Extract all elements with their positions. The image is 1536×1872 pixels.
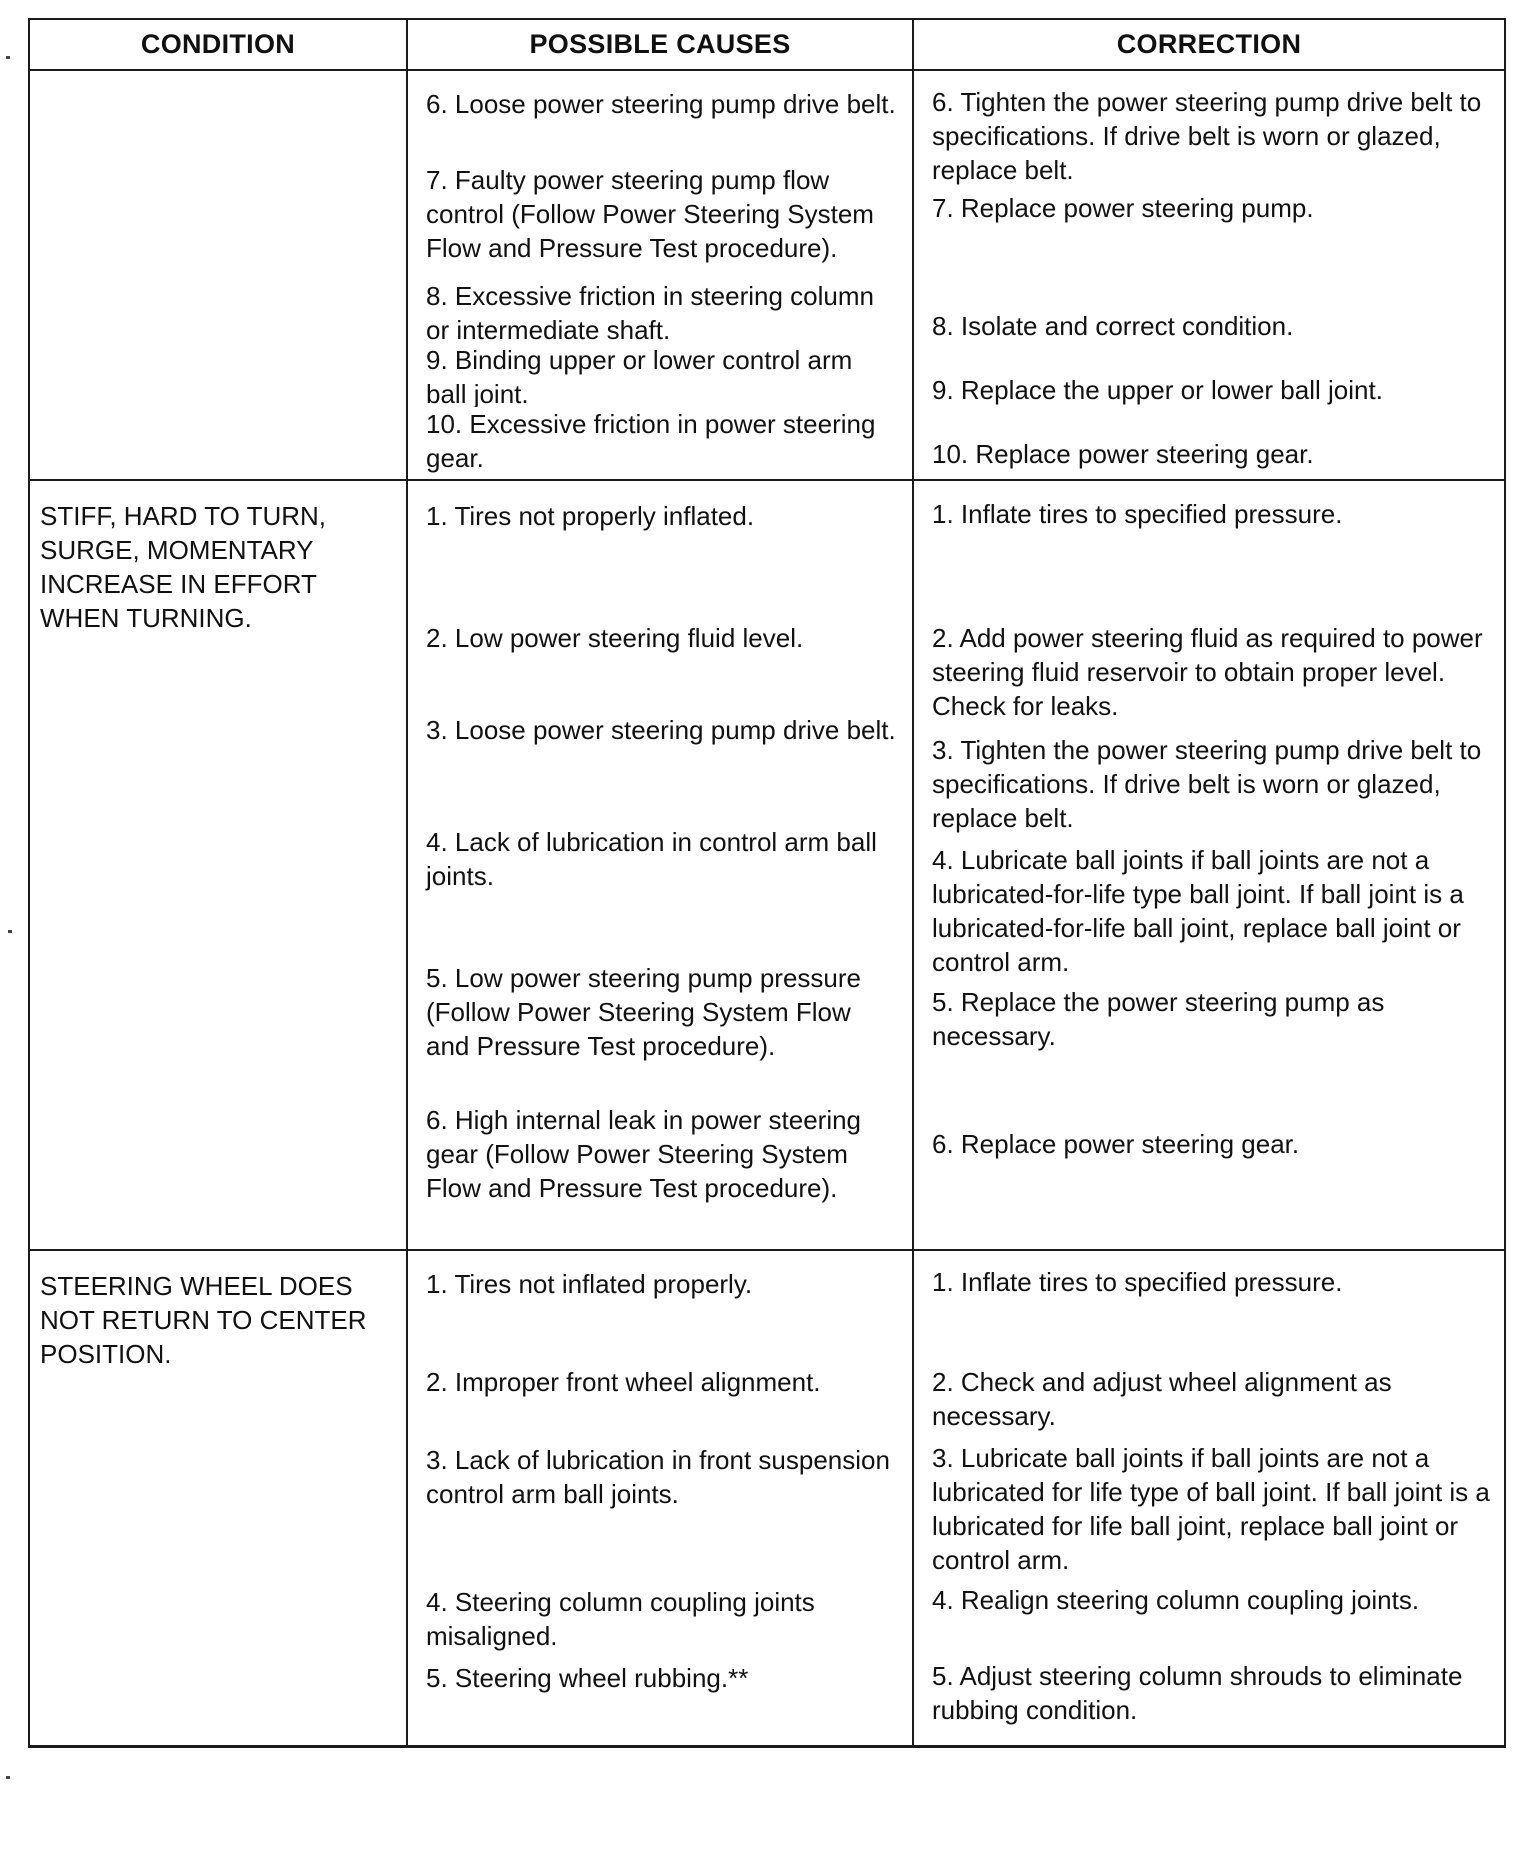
condition-cell — [29, 1250, 407, 1747]
correction-item: 4. Realign steering column coupling joints. — [932, 1585, 1420, 1615]
cause-item: 7. Faulty power steering pump flow control (Follow Power Steering System Flow and Pressure Test procedure). — [426, 165, 874, 263]
cause-item: 9. Binding upper or lower control arm ball joint. — [426, 345, 853, 407]
cause-item: 5. Low power steering pump pressure (Follow Power Steering System Flow and Pressure Test procedure). — [426, 963, 862, 1061]
causes-cell — [407, 480, 913, 1250]
cause-item: 6. Loose power steering pump drive belt. — [426, 89, 896, 119]
cause-item: 10. Excessive friction in power steering gear. — [426, 409, 876, 473]
correction-item: 6. Replace power steering gear. — [932, 1129, 1300, 1159]
cause-item: 3. Loose power steering pump drive belt. — [426, 715, 896, 745]
table-row-group — [29, 480, 1505, 1250]
condition-cell — [29, 70, 407, 480]
correction-cell — [913, 70, 1505, 480]
condition-text: STIFF, HARD TO TURN, SURGE, MOMENTARY INCREASE IN EFFORT WHEN TURNING. — [40, 501, 327, 633]
cause-item: 4. Lack of lubrication in control arm ball joints. — [426, 827, 877, 891]
scan-speck — [8, 930, 12, 933]
cause-item: 3. Lack of lubrication in front suspension control arm ball joints. — [426, 1445, 890, 1509]
correction-item: 6. Tighten the power steering pump drive belt to specifications. If drive belt is worn or glazed, replace belt. — [932, 87, 1482, 185]
causes-cell — [407, 70, 913, 480]
condition-text — [30, 71, 406, 91]
cause-item: 4. Steering column coupling joints misaligned. — [426, 1587, 815, 1651]
correction-cell — [913, 480, 1505, 1250]
header-possible-causes: POSSIBLE CAUSES — [407, 19, 913, 70]
header-condition: CONDITION — [29, 19, 407, 70]
correction-item: 10. Replace power steering gear. — [932, 439, 1314, 469]
header-correction: CORRECTION — [913, 19, 1505, 70]
cause-item: 2. Improper front wheel alignment. — [426, 1367, 821, 1397]
diagnosis-table — [28, 18, 1506, 1748]
correction-item: 7. Replace power steering pump. — [932, 193, 1314, 223]
cause-item: 1. Tires not properly inflated. — [426, 501, 755, 531]
correction-item: 2. Add power steering fluid as required to power steering fluid reservoir to obtain proper level. Check for leaks. — [932, 623, 1483, 721]
cause-item: 1. Tires not inflated properly. — [426, 1269, 753, 1299]
cause-item: 5. Steering wheel rubbing.** — [426, 1663, 749, 1693]
table-row-group — [29, 1250, 1505, 1747]
correction-item: 1. Inflate tires to specified pressure. — [932, 1267, 1343, 1297]
table-header-row — [29, 19, 1505, 70]
scan-speck — [6, 1776, 10, 1779]
cause-item: 8. Excessive friction in steering column or intermediate shaft. — [426, 281, 874, 343]
scan-speck — [6, 56, 10, 59]
correction-item: 2. Check and adjust wheel alignment as necessary. — [932, 1367, 1392, 1431]
correction-cell — [913, 1250, 1505, 1747]
correction-item: 3. Tighten the power steering pump drive belt to specifications. If drive belt is worn or glazed, replace belt. — [932, 735, 1482, 833]
cause-item: 2. Low power steering fluid level. — [426, 623, 804, 653]
correction-item: 8. Isolate and correct condition. — [932, 311, 1294, 341]
causes-cell — [407, 1250, 913, 1747]
correction-item: 5. Adjust steering column shrouds to eliminate rubbing condition. — [932, 1661, 1463, 1725]
correction-item: 5. Replace the power steering pump as necessary. — [932, 987, 1385, 1051]
correction-item: 9. Replace the upper or lower ball joint. — [932, 375, 1383, 405]
correction-item: 3. Lubricate ball joints if ball joints are not a lubricated for life type of ball joint. If ball joint is a lubricated for life ball joint, replace ball joint or control arm. — [932, 1443, 1490, 1575]
correction-item: 1. Inflate tires to specified pressure. — [932, 499, 1343, 529]
table-row-group — [29, 70, 1505, 480]
condition-cell — [29, 480, 407, 1250]
correction-item: 4. Lubricate ball joints if ball joints are not a lubricated-for-life type ball joint. If ball joint is a lubricated-for-life ball joint, replace ball joint or control arm. — [932, 845, 1464, 977]
condition-text: STEERING WHEEL DOES NOT RETURN TO CENTER POSITION. — [40, 1271, 367, 1369]
cause-item: 6. High internal leak in power steering gear (Follow Power Steering System Flow and Pressure Test procedure). — [426, 1105, 862, 1203]
